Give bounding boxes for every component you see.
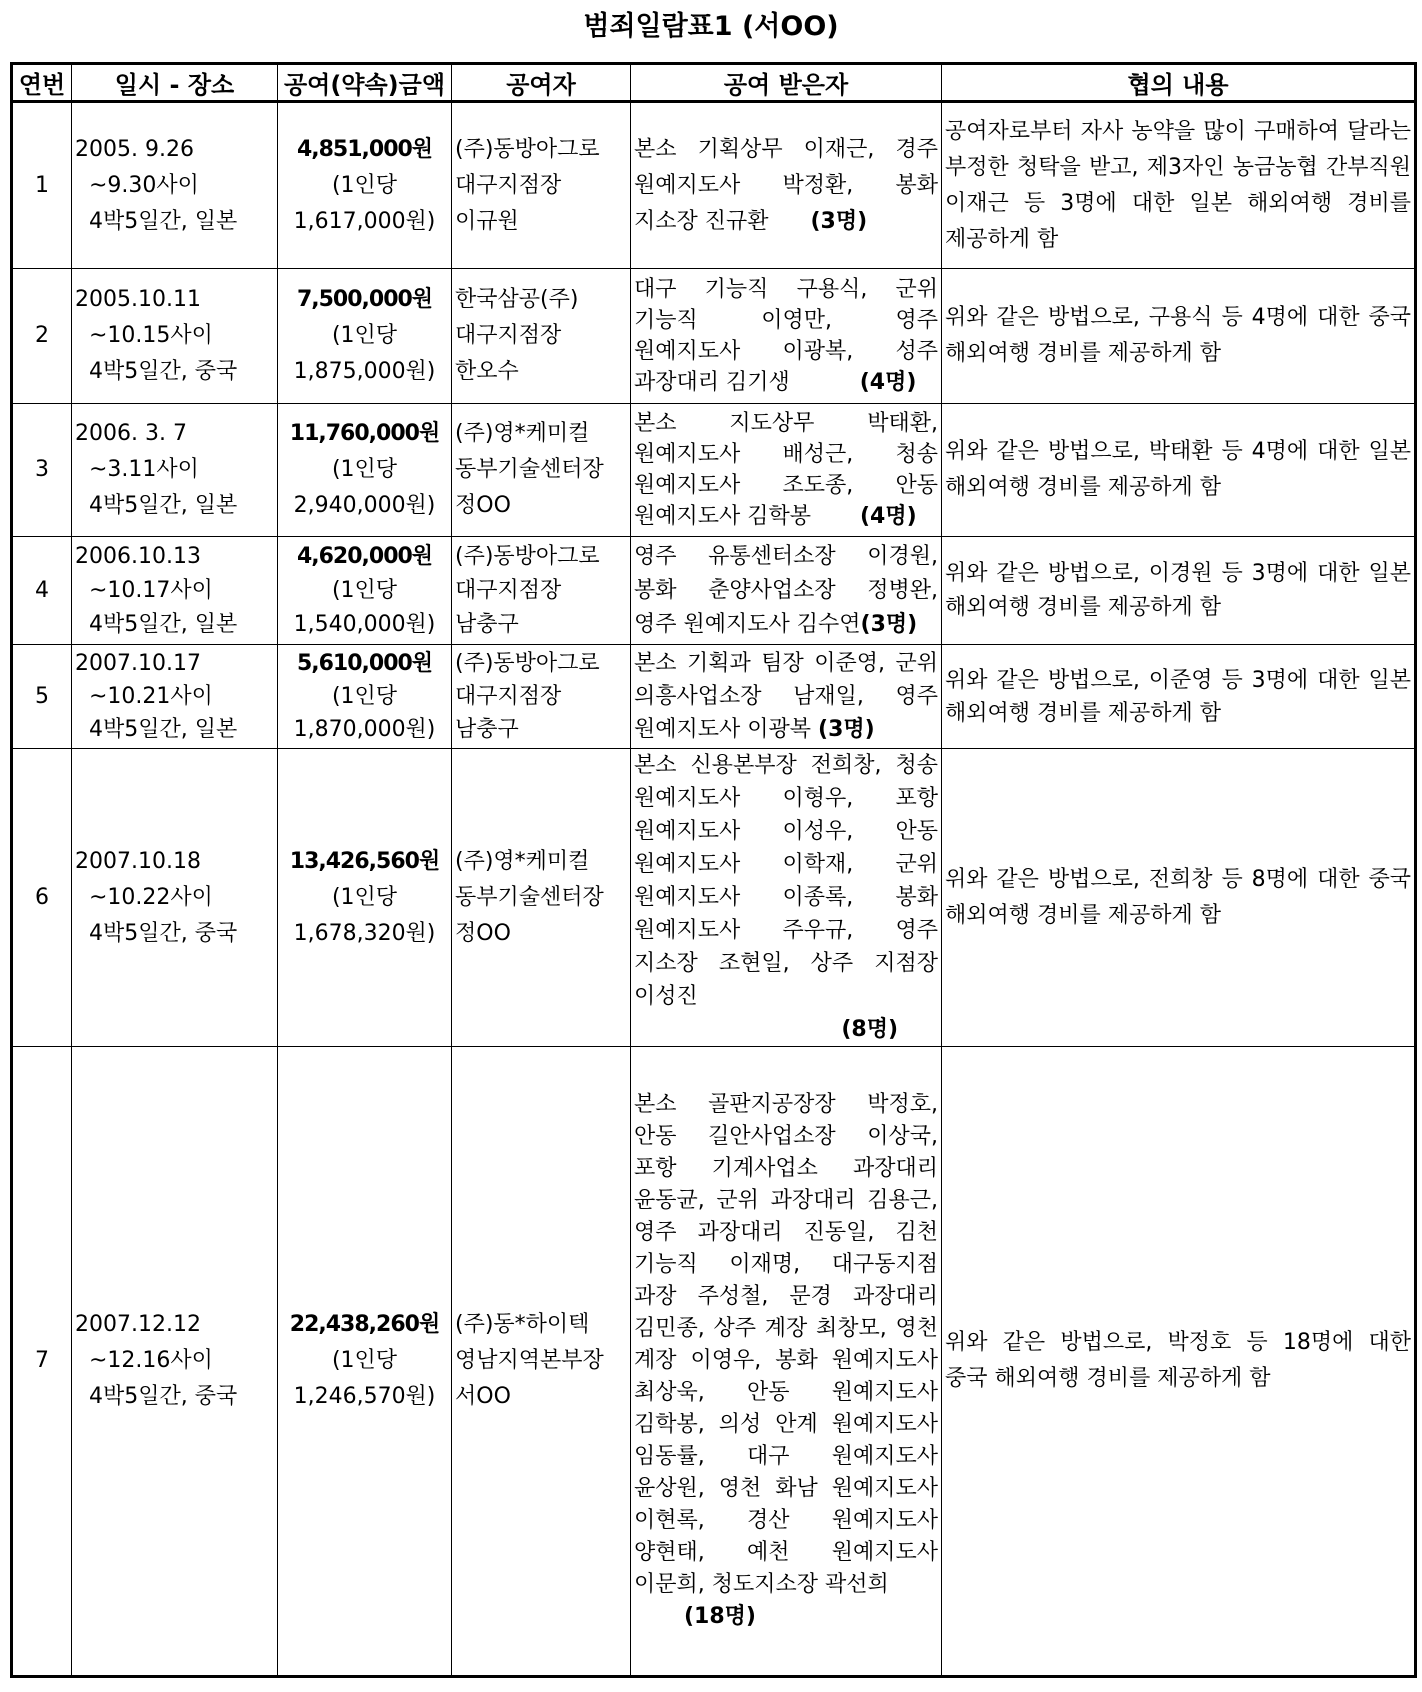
row-no: 5 bbox=[12, 645, 72, 749]
row-giver-position: 대구지점장 bbox=[455, 684, 562, 709]
row-count: (18명) bbox=[684, 1604, 756, 1629]
row-per-label: (1인당 bbox=[331, 684, 398, 709]
row-count: (3명) bbox=[810, 208, 868, 234]
row-trip: 4박5일간, 일본 bbox=[89, 611, 238, 637]
header-no: 연번 bbox=[12, 64, 72, 102]
row-amount-cell bbox=[278, 102, 452, 269]
row-amount: 5,610,000원 bbox=[296, 651, 433, 676]
row-per-label: (1인당 bbox=[331, 577, 398, 603]
table-row bbox=[12, 102, 1416, 269]
table-row bbox=[12, 537, 1416, 645]
row-when bbox=[72, 1047, 278, 1677]
row-range: ~10.17사이 bbox=[89, 577, 213, 603]
row-per-amount: 1,870,000원) bbox=[293, 717, 436, 742]
table-row bbox=[12, 749, 1416, 1047]
row-giver-position: 대구지점장 bbox=[455, 172, 562, 198]
row-count: (8명) bbox=[841, 1017, 898, 1042]
row-receiver-cell bbox=[631, 269, 942, 404]
row-when bbox=[72, 269, 278, 404]
row-giver-name: 서OO bbox=[455, 1384, 511, 1409]
row-content: 위와 같은 방법으로, 전희창 등 8명에 대한 중국 해외여행 경비를 제공하게 함 bbox=[942, 749, 1416, 1047]
header-receiver: 공여 받은자 bbox=[631, 64, 942, 102]
row-content: 위와 같은 방법으로, 구용식 등 4명에 대한 중국 해외여행 경비를 제공하게 함 bbox=[942, 269, 1416, 404]
row-receiver: 본소 기획상무 이재근, 경주 원예지도사 박정환, 봉화 지소장 진규환 bbox=[634, 136, 938, 234]
row-content: 위와 같은 방법으로, 박정호 등 18명에 대한 중국 해외여행 경비를 제공하게 함 bbox=[942, 1047, 1416, 1677]
row-date: 2006.10.13 bbox=[75, 543, 201, 569]
row-range: ~12.16사이 bbox=[89, 1348, 213, 1373]
row-per-amount: 1,617,000원) bbox=[293, 208, 436, 234]
table-header-row bbox=[12, 64, 1416, 102]
row-receiver: 본소 지도상무 박태환, 원예지도사 배성근, 청송 원예지도사 조도종, 안동 원예지도사 김학봉 bbox=[634, 411, 938, 529]
row-date: 2007.10.18 bbox=[75, 848, 201, 874]
row-when bbox=[72, 537, 278, 645]
row-amount-cell bbox=[278, 1047, 452, 1677]
row-content: 위와 같은 방법으로, 박태환 등 4명에 대한 일본 해외여행 경비를 제공하게 함 bbox=[942, 404, 1416, 537]
row-count: (3명) bbox=[818, 717, 875, 742]
row-per-label: (1인당 bbox=[331, 172, 398, 198]
row-trip: 4박5일간, 일본 bbox=[89, 493, 238, 518]
table-row bbox=[12, 645, 1416, 749]
row-giver-position: 대구지점장 bbox=[455, 323, 562, 348]
row-content: 위와 같은 방법으로, 이준영 등 3명에 대한 일본 해외여행 경비를 제공하게 함 bbox=[942, 645, 1416, 749]
row-giver-company: 한국삼공(주) bbox=[455, 287, 579, 312]
row-no: 4 bbox=[12, 537, 72, 645]
row-content: 공여자로부터 자사 농약을 많이 구매하여 달라는 부정한 청탁을 받고, 제3자인 농금농협 간부직원 이재근 등 3명에 대한 일본 해외여행 경비를 제공하게 함 bbox=[942, 102, 1416, 269]
row-range: ~10.15사이 bbox=[89, 323, 213, 348]
row-receiver: 본소 골판지공장장 박정호, 안동 길안사업소장 이상국, 포항 기계사업소 과장대리 윤동균, 군위 과장대리 김용근, 영주 과장대리 진동일, 김천 기능직 이재명, 대구동지점 과장 주성철, 문경 과장대리 김민종, 상주 계장 최창모, 영천 계장 이영우, 봉화 원예지도사 최상욱, 안동 원예지도사 김학봉, 의성 안계 원예지도사 임동률, 대구 원예지도사 윤상원, 영천 화남 원예지도사 이현록, 경산 원예지도사 양현태, 예천 원예지도사 이문희, 청도지소장 곽선희 bbox=[634, 1092, 938, 1597]
row-amount: 11,760,000원 bbox=[289, 421, 440, 446]
row-range: ~9.30사이 bbox=[89, 172, 199, 198]
row-date: 2006. 3. 7 bbox=[75, 421, 187, 446]
row-giver-cell bbox=[452, 537, 631, 645]
row-receiver-cell bbox=[631, 645, 942, 749]
row-giver-company: (주)동*하이텍 bbox=[455, 1312, 590, 1337]
row-range: ~10.21사이 bbox=[89, 684, 213, 709]
row-per-amount: 1,875,000원) bbox=[293, 359, 436, 384]
row-date: 2007.10.17 bbox=[75, 651, 201, 676]
row-per-amount: 1,246,570원) bbox=[293, 1384, 436, 1409]
crime-list-table bbox=[10, 62, 1417, 1678]
row-giver-name: 정OO bbox=[455, 493, 511, 518]
row-amount: 4,851,000원 bbox=[296, 136, 433, 162]
row-amount-cell bbox=[278, 404, 452, 537]
row-giver-name: 남충구 bbox=[455, 611, 519, 637]
row-giver-company: (주)동방아그로 bbox=[455, 651, 600, 676]
header-content: 협의 내용 bbox=[942, 64, 1416, 102]
row-amount: 22,438,260원 bbox=[289, 1312, 440, 1337]
row-receiver-cell bbox=[631, 102, 942, 269]
row-amount: 4,620,000원 bbox=[296, 543, 433, 569]
row-per-label: (1인당 bbox=[331, 457, 398, 482]
row-giver-company: (주)영*케미컬 bbox=[455, 421, 590, 446]
row-giver-position: 영남지역본부장 bbox=[455, 1348, 604, 1373]
row-when bbox=[72, 645, 278, 749]
table-row bbox=[12, 404, 1416, 537]
header-giver: 공여자 bbox=[452, 64, 631, 102]
row-range: ~3.11사이 bbox=[89, 457, 199, 482]
row-amount: 7,500,000원 bbox=[296, 287, 433, 312]
row-amount-cell bbox=[278, 537, 452, 645]
row-content: 위와 같은 방법으로, 이경원 등 3명에 대한 일본 해외여행 경비를 제공하게 함 bbox=[942, 537, 1416, 645]
row-date: 2005.10.11 bbox=[75, 287, 201, 312]
row-receiver-cell bbox=[631, 404, 942, 537]
row-giver-position: 대구지점장 bbox=[455, 577, 562, 603]
row-no: 1 bbox=[12, 102, 72, 269]
row-date: 2005. 9.26 bbox=[75, 136, 194, 162]
row-giver-cell bbox=[452, 1047, 631, 1677]
row-giver-company: (주)영*케미컬 bbox=[455, 848, 590, 874]
row-trip: 4박5일간, 일본 bbox=[89, 717, 238, 742]
header-amount: 공여(약속)금액 bbox=[278, 64, 452, 102]
row-no: 6 bbox=[12, 749, 72, 1047]
row-giver-cell bbox=[452, 269, 631, 404]
row-giver-cell bbox=[452, 749, 631, 1047]
table-row bbox=[12, 269, 1416, 404]
row-when bbox=[72, 102, 278, 269]
row-amount-cell bbox=[278, 749, 452, 1047]
row-no: 7 bbox=[12, 1047, 72, 1677]
row-amount-cell bbox=[278, 645, 452, 749]
row-giver-cell bbox=[452, 645, 631, 749]
row-amount-cell bbox=[278, 269, 452, 404]
row-giver-position: 동부기술센터장 bbox=[455, 884, 604, 910]
row-per-label: (1인당 bbox=[331, 884, 398, 910]
row-trip: 4박5일간, 중국 bbox=[89, 920, 238, 946]
row-no: 2 bbox=[12, 269, 72, 404]
row-giver-company: (주)동방아그로 bbox=[455, 543, 600, 569]
row-trip: 4박5일간, 중국 bbox=[89, 1384, 238, 1409]
row-trip: 4박5일간, 중국 bbox=[89, 359, 238, 384]
row-range: ~10.22사이 bbox=[89, 884, 213, 910]
row-per-label: (1인당 bbox=[331, 1348, 398, 1373]
header-when: 일시 - 장소 bbox=[72, 64, 278, 102]
row-giver-cell bbox=[452, 102, 631, 269]
row-per-amount: 1,540,000원) bbox=[293, 611, 436, 637]
row-trip: 4박5일간, 일본 bbox=[89, 208, 238, 234]
row-receiver: 대구 기능직 구용식, 군위 기능직 이영만, 영주 원예지도사 이광복, 성주 과장대리 김기생 bbox=[634, 277, 938, 395]
row-receiver-cell bbox=[631, 1047, 942, 1677]
row-per-amount: 2,940,000원) bbox=[293, 493, 436, 518]
row-when bbox=[72, 749, 278, 1047]
row-giver-name: 한오수 bbox=[455, 359, 519, 384]
row-giver-name: 남충구 bbox=[455, 717, 519, 742]
row-amount: 13,426,560원 bbox=[289, 848, 440, 874]
row-count: (4명) bbox=[859, 370, 917, 395]
row-per-label: (1인당 bbox=[331, 323, 398, 348]
row-giver-cell bbox=[452, 404, 631, 537]
row-receiver-cell bbox=[631, 749, 942, 1047]
row-giver-name: 정OO bbox=[455, 920, 511, 946]
row-giver-company: (주)동방아그로 bbox=[455, 136, 600, 162]
row-per-amount: 1,678,320원) bbox=[293, 920, 436, 946]
row-count: (4명) bbox=[859, 504, 917, 529]
row-count: (3명) bbox=[860, 611, 918, 637]
table-row bbox=[12, 1047, 1416, 1677]
row-giver-name: 이규원 bbox=[455, 208, 519, 234]
page-title: 범죄일람표1 (서OO) bbox=[583, 11, 839, 42]
row-receiver-cell bbox=[631, 537, 942, 645]
row-receiver: 본소 기획과 팀장 이준영, 군위 의흥사업소장 남재일, 영주 원예지도사 이광복 bbox=[634, 651, 938, 742]
row-when bbox=[72, 404, 278, 537]
row-receiver: 본소 신용본부장 전희창, 청송 원예지도사 이형우, 포항 원예지도사 이성우, 안동 원예지도사 이학재, 군위 원예지도사 이종록, 봉화 원예지도사 주우규, 영주 지소장 조현일, 상주 지점장 이성진 bbox=[634, 753, 938, 1009]
row-giver-position: 동부기술센터장 bbox=[455, 457, 604, 482]
row-date: 2007.12.12 bbox=[75, 1312, 201, 1337]
row-no: 3 bbox=[12, 404, 72, 537]
row-receiver: 영주 유통센터소장 이경원, 봉화 춘양사업소장 정병완, 영주 원예지도사 김수연 bbox=[634, 543, 938, 637]
